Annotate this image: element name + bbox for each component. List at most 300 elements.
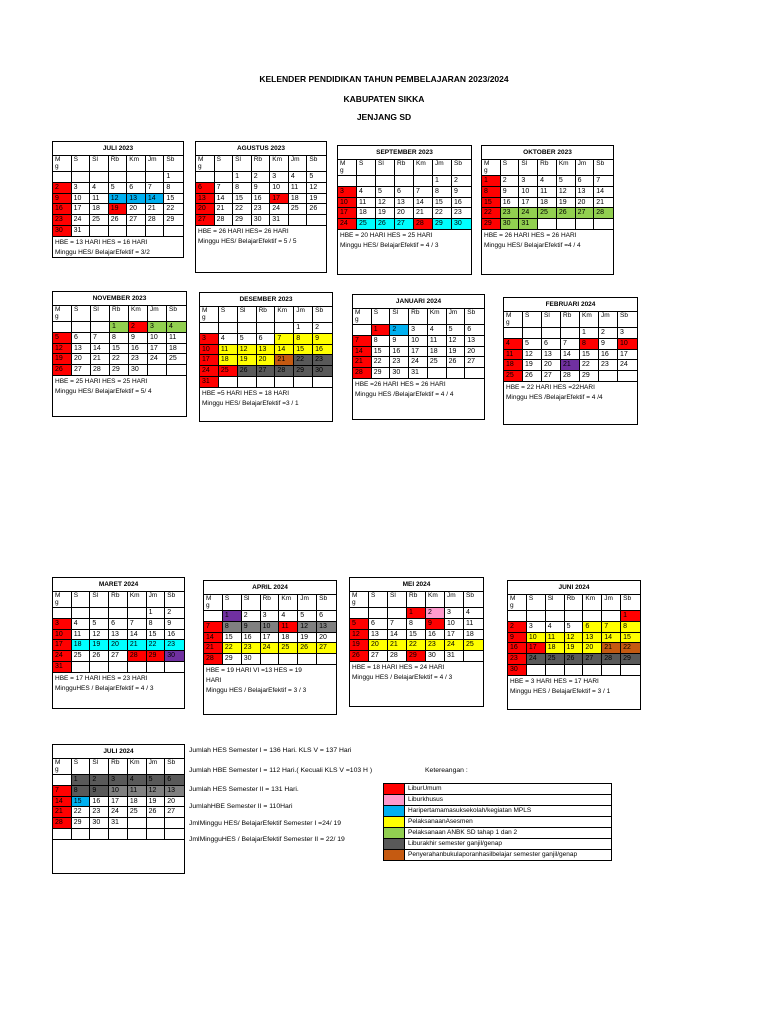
- day-cell: 17: [72, 204, 91, 215]
- day-cell: 26: [307, 204, 326, 215]
- day-cell: [338, 176, 357, 187]
- day-cell: 6: [317, 611, 336, 622]
- day-header: Km: [580, 312, 599, 328]
- day-cell: 24: [409, 357, 428, 368]
- month-title: SEPTEMBER 2023: [338, 146, 471, 160]
- legend-label: Liburakhir semester ganjil/genap: [408, 840, 502, 847]
- day-header: Jm: [445, 592, 464, 608]
- day-cell: 1: [407, 608, 426, 619]
- day-cell: 5: [90, 619, 109, 630]
- day-cell: [53, 172, 72, 183]
- day-cell: 17: [148, 344, 167, 355]
- day-cell: 26: [238, 366, 257, 377]
- day-cell: 27: [127, 215, 146, 226]
- day-cell: 29: [233, 215, 252, 226]
- day-cell: 22: [621, 643, 640, 654]
- legend-swatch: [384, 850, 405, 860]
- day-header: M g: [53, 759, 72, 775]
- day-header: S: [223, 595, 242, 611]
- day-cell: 3: [270, 172, 289, 183]
- month-calendar: [52, 577, 185, 709]
- day-cell: 5: [307, 172, 326, 183]
- day-cell: 10: [53, 630, 72, 641]
- day-cell: 25: [289, 204, 308, 215]
- day-header: Rb: [261, 595, 280, 611]
- day-cell: 18: [90, 204, 109, 215]
- month-note: Minggu HES/ BelajarEfektif = 3/2: [55, 248, 150, 256]
- day-cell: 7: [594, 176, 613, 187]
- day-cell: 6: [257, 334, 276, 345]
- day-cell: 1: [294, 323, 313, 334]
- day-cell: [146, 172, 165, 183]
- day-cell: 21: [353, 357, 372, 368]
- day-cell: 29: [482, 219, 501, 230]
- day-cell: 14: [602, 633, 621, 644]
- day-header: Sb: [465, 309, 484, 325]
- day-cell: 2: [53, 183, 72, 194]
- day-cell: 27: [165, 807, 184, 818]
- month-note: HBE =26 HARI HES = 26 HARI: [355, 381, 446, 388]
- day-cell: 6: [109, 619, 128, 630]
- day-header: Km: [270, 156, 289, 172]
- day-cell: 4: [504, 339, 523, 350]
- day-cell: 15: [482, 198, 501, 209]
- day-cell: 7: [414, 187, 433, 198]
- day-header: Jm: [147, 592, 166, 608]
- day-cell: 23: [426, 640, 445, 651]
- day-cell: 19: [565, 643, 584, 654]
- day-cell: 6: [395, 187, 414, 198]
- day-header: Sl: [90, 592, 109, 608]
- legend-item: [383, 805, 612, 816]
- day-cell: 11: [428, 336, 447, 347]
- day-cell: 12: [90, 630, 109, 641]
- day-cell: 6: [583, 622, 602, 633]
- day-cell: 20: [127, 204, 146, 215]
- day-cell: [307, 215, 326, 226]
- day-cell: [313, 377, 332, 388]
- day-cell: 20: [576, 198, 595, 209]
- day-header: Rb: [110, 306, 129, 322]
- day-cell: 19: [523, 360, 542, 371]
- day-header: Km: [128, 592, 147, 608]
- day-cell: 16: [426, 630, 445, 641]
- day-cell: 26: [523, 371, 542, 382]
- day-cell: [72, 172, 91, 183]
- day-cell: 31: [519, 219, 538, 230]
- day-cell: 16: [508, 643, 527, 654]
- day-cell: 16: [313, 345, 332, 356]
- legend-item: [383, 827, 612, 838]
- month-note: Minggu HES /BelajarEfektif = 4 /4: [506, 394, 603, 401]
- day-header: Rb: [409, 309, 428, 325]
- day-cell: 29: [580, 371, 599, 382]
- day-cell: 18: [219, 355, 238, 366]
- day-cell: 31: [445, 651, 464, 662]
- month-calendar: [337, 145, 472, 275]
- day-cell: 20: [465, 347, 484, 358]
- day-cell: 10: [200, 345, 219, 356]
- day-cell: 24: [445, 640, 464, 651]
- day-header: M g: [350, 592, 369, 608]
- day-cell: 14: [204, 633, 223, 644]
- day-header: S: [523, 312, 542, 328]
- day-cell: 3: [261, 611, 280, 622]
- day-header: Sl: [542, 312, 561, 328]
- day-cell: 11: [357, 198, 376, 209]
- day-cell: [576, 219, 595, 230]
- day-cell: 2: [129, 322, 148, 333]
- day-cell: 8: [233, 183, 252, 194]
- day-cell: 21: [275, 355, 294, 366]
- day-header: Sl: [91, 306, 110, 322]
- day-header: Sb: [165, 592, 184, 608]
- month-note: Minggu HES/ BelajarEfektif = 5 / 5: [198, 238, 297, 245]
- day-cell: 4: [90, 183, 109, 194]
- day-cell: 28: [53, 818, 72, 829]
- day-cell: 25: [538, 208, 557, 219]
- day-header: Jm: [146, 156, 165, 172]
- day-cell: 23: [390, 357, 409, 368]
- day-cell: 8: [164, 183, 183, 194]
- day-cell: 24: [261, 643, 280, 654]
- day-cell: 2: [426, 608, 445, 619]
- legend-item: [383, 849, 612, 861]
- day-cell: 5: [147, 775, 166, 786]
- day-cell: 7: [215, 183, 234, 194]
- day-cell: 15: [294, 345, 313, 356]
- day-cell: 13: [109, 630, 128, 641]
- day-header: Jm: [447, 309, 466, 325]
- day-cell: 13: [395, 198, 414, 209]
- day-cell: 15: [147, 630, 166, 641]
- day-cell: 21: [388, 640, 407, 651]
- month-note: HBE = 18 HARI HES = 24 HARI: [352, 664, 445, 671]
- day-cell: 10: [338, 198, 357, 209]
- day-cell: [618, 371, 637, 382]
- day-header: M g: [482, 160, 501, 176]
- day-cell: 29: [433, 219, 452, 230]
- day-cell: 18: [72, 640, 91, 651]
- day-header: M g: [338, 160, 357, 176]
- day-cell: [238, 323, 257, 334]
- month-calendar: [481, 145, 614, 275]
- day-header: Sb: [313, 307, 332, 323]
- day-cell: [204, 611, 223, 622]
- day-cell: 19: [557, 198, 576, 209]
- day-cell: 20: [583, 643, 602, 654]
- day-cell: 26: [565, 654, 584, 665]
- day-cell: [215, 172, 234, 183]
- day-cell: [90, 829, 109, 840]
- legend-label: Liburkhusus: [408, 796, 444, 803]
- day-cell: 28: [353, 368, 372, 379]
- day-cell: 27: [395, 219, 414, 230]
- day-cell: 1: [482, 176, 501, 187]
- day-cell: [72, 322, 91, 333]
- day-cell: 3: [519, 176, 538, 187]
- day-cell: 16: [165, 630, 184, 641]
- day-cell: 21: [602, 643, 621, 654]
- legend: [383, 783, 612, 861]
- month-note: HBE = 13 HARI HES = 16 HARI: [55, 238, 148, 246]
- day-cell: 23: [53, 215, 72, 226]
- day-cell: 22: [110, 354, 129, 365]
- day-cell: 25: [90, 215, 109, 226]
- day-cell: [148, 365, 167, 376]
- day-cell: [147, 818, 166, 829]
- day-cell: 27: [257, 366, 276, 377]
- day-cell: [72, 829, 91, 840]
- legend-label: Pelaksanaan ANBK SD tahap 1 dan 2: [408, 829, 518, 836]
- day-cell: 22: [72, 807, 91, 818]
- day-cell: 13: [369, 630, 388, 641]
- day-cell: 26: [147, 807, 166, 818]
- day-cell: 4: [167, 322, 186, 333]
- day-cell: 23: [90, 807, 109, 818]
- day-cell: 2: [252, 172, 271, 183]
- day-cell: 21: [561, 360, 580, 371]
- day-cell: [546, 665, 565, 676]
- day-cell: 10: [519, 187, 538, 198]
- day-cell: 16: [242, 633, 261, 644]
- day-cell: 8: [621, 622, 640, 633]
- day-header: Rb: [395, 160, 414, 176]
- day-cell: 9: [599, 339, 618, 350]
- day-header: Sb: [621, 595, 640, 611]
- month-title: JUNI 2024: [508, 581, 640, 595]
- day-header: Sl: [233, 156, 252, 172]
- day-cell: 6: [72, 333, 91, 344]
- day-header: Sb: [464, 592, 483, 608]
- day-cell: 7: [128, 619, 147, 630]
- day-cell: 1: [433, 176, 452, 187]
- day-cell: [109, 172, 128, 183]
- day-cell: 21: [91, 354, 110, 365]
- day-header: Km: [279, 595, 298, 611]
- day-header: S: [501, 160, 520, 176]
- day-cell: 25: [428, 357, 447, 368]
- day-cell: [53, 322, 72, 333]
- legend-label: Haripertamamasuksekolah/kegiatan MPLS: [408, 807, 532, 814]
- day-header: Sb: [317, 595, 336, 611]
- month-note: HBE = 19 HARI VI =13 HES = 19: [206, 667, 302, 674]
- day-cell: [527, 611, 546, 622]
- day-cell: 10: [527, 633, 546, 644]
- legend-swatch: [384, 839, 405, 849]
- day-cell: 30: [129, 365, 148, 376]
- month-title: JULI 2024: [53, 745, 184, 759]
- day-cell: 10: [409, 336, 428, 347]
- day-cell: 2: [313, 323, 332, 334]
- day-header: Jm: [602, 595, 621, 611]
- day-cell: [504, 328, 523, 339]
- day-cell: 23: [599, 360, 618, 371]
- month-calendar: [352, 294, 485, 420]
- day-cell: [165, 818, 184, 829]
- day-cell: 30: [252, 215, 271, 226]
- day-cell: [165, 662, 184, 673]
- day-cell: 22: [482, 208, 501, 219]
- day-cell: 12: [350, 630, 369, 641]
- day-cell: 5: [523, 339, 542, 350]
- day-cell: 2: [390, 325, 409, 336]
- day-cell: 3: [527, 622, 546, 633]
- day-cell: 12: [53, 344, 72, 355]
- day-cell: 14: [146, 194, 165, 205]
- day-cell: 20: [165, 797, 184, 808]
- day-cell: 14: [275, 345, 294, 356]
- month-note: HBE = 25 HARI HES = 25 HARI: [55, 378, 148, 385]
- day-cell: 11: [504, 350, 523, 361]
- day-cell: [464, 651, 483, 662]
- day-cell: [72, 662, 91, 673]
- month-title: JULI 2023: [53, 142, 183, 156]
- day-header: Rb: [561, 312, 580, 328]
- day-cell: 13: [583, 633, 602, 644]
- day-cell: 25: [464, 640, 483, 651]
- day-cell: 28: [128, 651, 147, 662]
- day-header: Jm: [599, 312, 618, 328]
- day-cell: 11: [72, 630, 91, 641]
- day-cell: [542, 328, 561, 339]
- day-cell: 14: [353, 347, 372, 358]
- day-cell: [109, 226, 128, 237]
- day-cell: 2: [452, 176, 471, 187]
- day-cell: [261, 654, 280, 665]
- day-cell: 2: [90, 775, 109, 786]
- day-cell: 10: [261, 622, 280, 633]
- day-cell: [583, 665, 602, 676]
- day-header: Jm: [294, 307, 313, 323]
- day-cell: 21: [53, 807, 72, 818]
- day-cell: 13: [576, 187, 595, 198]
- day-cell: 28: [561, 371, 580, 382]
- day-cell: [602, 665, 621, 676]
- day-cell: 20: [369, 640, 388, 651]
- day-header: M g: [508, 595, 527, 611]
- day-cell: 20: [257, 355, 276, 366]
- day-cell: 24: [72, 215, 91, 226]
- day-cell: 9: [426, 619, 445, 630]
- day-cell: 28: [146, 215, 165, 226]
- day-cell: 9: [252, 183, 271, 194]
- day-cell: 9: [129, 333, 148, 344]
- day-cell: 29: [407, 651, 426, 662]
- day-cell: 25: [167, 354, 186, 365]
- day-cell: [90, 226, 109, 237]
- day-header: Sb: [164, 156, 183, 172]
- day-cell: 28: [91, 365, 110, 376]
- day-cell: 30: [508, 665, 527, 676]
- legend-swatch: [384, 828, 405, 838]
- day-cell: [90, 662, 109, 673]
- day-cell: 6: [542, 339, 561, 350]
- day-cell: 28: [414, 219, 433, 230]
- day-cell: [164, 226, 183, 237]
- day-cell: 14: [91, 344, 110, 355]
- day-cell: [602, 611, 621, 622]
- day-cell: 17: [270, 194, 289, 205]
- day-cell: 4: [464, 608, 483, 619]
- day-cell: 9: [53, 194, 72, 205]
- month-note: HBE = 3 HARI HES = 17 HARI: [510, 677, 599, 685]
- summary-line: Jumlah HES Semester II = 131 Hari.: [189, 786, 299, 793]
- day-cell: 18: [504, 360, 523, 371]
- day-header: S: [369, 592, 388, 608]
- day-header: S: [357, 160, 376, 176]
- day-cell: 22: [223, 643, 242, 654]
- legend-item: [383, 794, 612, 805]
- legend-title: Ketereangan :: [425, 767, 468, 774]
- day-cell: [196, 172, 215, 183]
- day-cell: 21: [594, 198, 613, 209]
- day-cell: 8: [372, 336, 391, 347]
- day-cell: 6: [165, 775, 184, 786]
- day-cell: 17: [618, 350, 637, 361]
- day-cell: 13: [72, 344, 91, 355]
- day-cell: 25: [219, 366, 238, 377]
- day-cell: 3: [338, 187, 357, 198]
- day-cell: 5: [109, 183, 128, 194]
- day-cell: 11: [546, 633, 565, 644]
- month-note: Minggu HES / BelajarEfektif = 4 / 3: [352, 674, 453, 681]
- month-note: Minggu HES / BelajarEfektif = 3 / 3: [206, 687, 307, 694]
- day-cell: 1: [621, 611, 640, 622]
- day-cell: 19: [238, 355, 257, 366]
- day-header: Sl: [238, 307, 257, 323]
- day-cell: 7: [602, 622, 621, 633]
- day-cell: 4: [538, 176, 557, 187]
- day-cell: 17: [338, 208, 357, 219]
- day-header: Rb: [109, 592, 128, 608]
- month-calendar: [195, 141, 327, 273]
- day-cell: [414, 176, 433, 187]
- day-cell: 22: [372, 357, 391, 368]
- day-cell: 14: [53, 797, 72, 808]
- day-cell: [294, 377, 313, 388]
- day-cell: 7: [91, 333, 110, 344]
- month-calendar: [203, 580, 337, 715]
- day-cell: 27: [196, 215, 215, 226]
- day-cell: 25: [357, 219, 376, 230]
- day-cell: 21: [204, 643, 223, 654]
- day-cell: 22: [580, 360, 599, 371]
- day-cell: 2: [242, 611, 261, 622]
- day-cell: 12: [238, 345, 257, 356]
- day-cell: 6: [196, 183, 215, 194]
- day-cell: 10: [72, 194, 91, 205]
- day-cell: 26: [109, 215, 128, 226]
- day-cell: 24: [618, 360, 637, 371]
- day-cell: [127, 172, 146, 183]
- month-title: MARET 2024: [53, 578, 184, 592]
- day-cell: 19: [147, 797, 166, 808]
- day-header: M g: [53, 592, 72, 608]
- day-cell: 5: [350, 619, 369, 630]
- day-cell: 18: [279, 633, 298, 644]
- day-cell: 15: [223, 633, 242, 644]
- day-cell: 29: [72, 818, 91, 829]
- day-cell: 10: [618, 339, 637, 350]
- day-cell: 5: [238, 334, 257, 345]
- month-title: APRIL 2024: [204, 581, 336, 595]
- day-header: S: [215, 156, 234, 172]
- day-header: Sb: [618, 312, 637, 328]
- day-cell: 12: [298, 622, 317, 633]
- day-cell: 12: [376, 198, 395, 209]
- day-cell: 13: [165, 786, 184, 797]
